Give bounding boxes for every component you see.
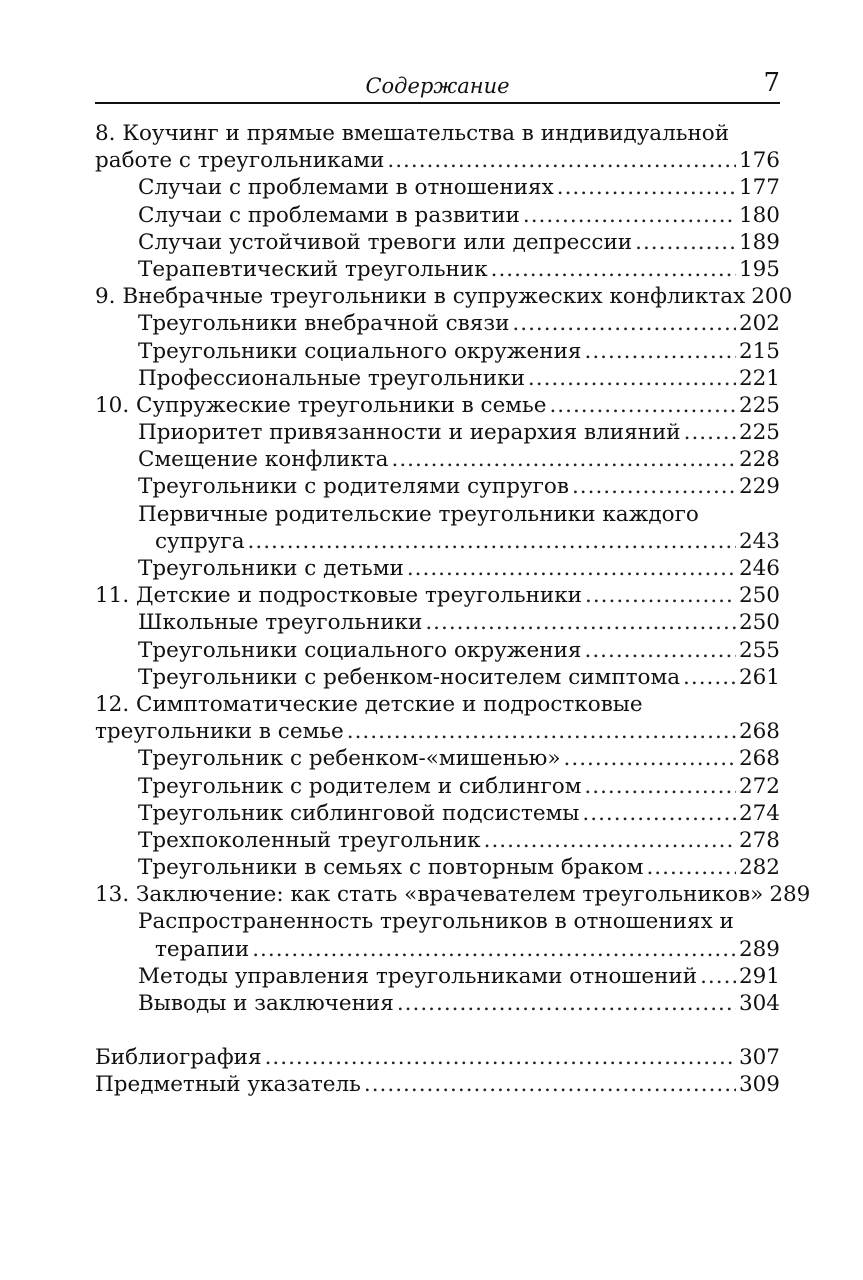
toc-entry — [95, 419, 780, 446]
toc-entry — [95, 555, 780, 582]
toc-entry — [95, 691, 780, 718]
toc-entry — [95, 1044, 780, 1071]
toc-entry-title: Случаи устойчивой тревоги или депрессии — [138, 229, 633, 255]
dot-leader — [347, 718, 736, 745]
running-title: Содержание — [365, 74, 510, 98]
dot-leader — [387, 147, 736, 174]
toc-entry — [95, 174, 780, 201]
dot-leader — [549, 392, 735, 419]
toc-entry — [95, 202, 780, 229]
toc-entry-page: 309 — [738, 1072, 780, 1098]
toc-entry-title: Первичные родительские треугольники каждого — [138, 501, 699, 527]
dot-leader — [528, 365, 736, 392]
toc-entry-page: 189 — [738, 229, 780, 255]
dot-leader — [646, 854, 736, 881]
toc-entry — [95, 501, 780, 528]
toc-entry-title: 13. Заключение: как стать «врачевателем треугольников» — [95, 882, 764, 908]
dot-leader — [584, 338, 735, 365]
toc-entry-title: Треугольник с родителем и сиблингом — [138, 773, 582, 799]
toc-entry-title: 12. Симптоматические детские и подростковые — [95, 691, 643, 717]
toc-entry-page: 176 — [738, 148, 780, 174]
toc-entry — [95, 283, 793, 310]
toc-entry-title: Трехпоколенный треугольник — [138, 827, 481, 853]
toc-entry-title: Треугольник сиблинговой подсистемы — [138, 800, 580, 826]
page-number: 7 — [763, 68, 780, 98]
toc-entry-title: 8. Коучинг и прямые вмешательства в индивидуальной — [95, 121, 730, 146]
toc-entry-title: Предметный указатель — [95, 1072, 361, 1098]
dot-leader — [407, 555, 736, 582]
toc-entry — [95, 908, 780, 935]
toc-entry-page: 289 — [738, 936, 780, 962]
toc-entry — [95, 1071, 780, 1098]
toc-entry — [95, 827, 780, 854]
toc-entry-title: Треугольники с ребенком-носителем симптома — [138, 664, 681, 690]
toc-entry-title: Распространенность треугольников в отношениях и — [138, 909, 734, 935]
toc-entry-page: 255 — [738, 637, 780, 663]
toc-entry — [95, 637, 780, 664]
toc-entry-title: Терапевтический треугольник — [138, 256, 488, 282]
toc-entry-title: работе с треугольниками — [95, 148, 385, 174]
toc-entry-page: 215 — [738, 338, 780, 364]
dot-leader — [248, 528, 736, 555]
toc-entry-title: Школьные треугольники — [138, 610, 423, 636]
dot-leader — [392, 446, 736, 473]
toc-entry-page: 246 — [738, 556, 780, 581]
dot-leader — [564, 745, 736, 772]
toc-entry-page: 274 — [738, 800, 780, 826]
toc-entry-page: 291 — [738, 963, 780, 989]
dot-leader — [252, 936, 736, 963]
toc-entry-title: Библиография — [95, 1045, 262, 1071]
toc-entry — [95, 745, 780, 772]
dot-leader — [635, 229, 736, 256]
toc-entry-page: 180 — [738, 202, 780, 228]
toc-entry-page: 268 — [738, 719, 780, 745]
dot-leader — [584, 637, 735, 664]
toc-entry-page: 278 — [738, 827, 780, 853]
toc-entry — [95, 147, 780, 174]
dot-leader — [484, 827, 736, 854]
toc-entry-title: Треугольники социального окружения — [138, 637, 582, 663]
dot-leader — [364, 1071, 736, 1098]
toc-entry-title: терапии — [155, 936, 250, 962]
toc-entry — [95, 120, 780, 147]
toc-entry — [95, 963, 780, 990]
toc-entry-page: 202 — [738, 311, 780, 337]
dot-leader — [584, 773, 736, 800]
toc-entry-page: 250 — [738, 583, 780, 609]
toc-entry-title: Выводы и заключения — [138, 991, 394, 1016]
toc-entry-page: 289 — [769, 882, 811, 908]
dot-leader — [491, 256, 736, 283]
toc-entry-page: 195 — [738, 256, 780, 282]
toc-entry — [95, 800, 780, 827]
dot-leader — [582, 800, 736, 827]
toc-entry — [95, 392, 780, 419]
toc-entry-title: супруга — [155, 528, 245, 554]
dot-leader — [523, 202, 736, 229]
dot-leader — [265, 1044, 736, 1071]
toc-entry-page: 304 — [738, 991, 780, 1016]
toc-entry-title: Смещение конфликта — [138, 447, 389, 473]
toc-entry-page: 221 — [738, 365, 780, 391]
toc-entry-title: Профессиональные треугольники — [138, 365, 525, 391]
toc-entry-title: Треугольник с ребенком-«мишенью» — [138, 746, 561, 772]
page-header — [95, 66, 780, 104]
toc-entry — [95, 582, 780, 609]
toc-entry — [95, 664, 780, 691]
toc-entry — [95, 473, 780, 500]
toc-entry-title: Треугольники с детьми — [138, 556, 404, 581]
dot-leader — [397, 990, 736, 1017]
dot-leader — [557, 174, 736, 201]
toc-entry-page: 268 — [738, 746, 780, 772]
dot-leader — [585, 582, 736, 609]
toc-entry — [95, 936, 780, 963]
toc-entry — [95, 365, 780, 392]
toc-entry — [95, 773, 780, 800]
toc-entry-page: 228 — [738, 447, 780, 473]
toc-entry — [95, 338, 780, 365]
toc-entry-page: 243 — [738, 528, 780, 554]
toc-entry-page: 225 — [738, 420, 780, 446]
toc-entry-page: 307 — [738, 1045, 780, 1071]
toc-entry-title: Треугольники с родителями супругов — [138, 474, 569, 500]
dot-leader — [572, 473, 736, 500]
toc-entry-title: Треугольники в семьях с повторным браком — [138, 855, 644, 881]
toc-entry-title: Случаи с проблемами в развитии — [138, 202, 520, 228]
toc-entry — [95, 718, 780, 745]
dot-leader — [684, 419, 736, 446]
toc-entry-page: 250 — [738, 610, 780, 636]
toc-entry-page: 177 — [738, 175, 780, 201]
toc-entry — [95, 310, 780, 337]
toc-entry-page: 272 — [738, 773, 780, 799]
toc-entry — [95, 881, 811, 908]
dot-leader — [425, 609, 736, 636]
toc-entry-page: 282 — [738, 855, 780, 881]
toc-entry-page: 229 — [738, 474, 780, 500]
toc-entry-page: 200 — [751, 284, 793, 310]
toc-entry — [95, 990, 780, 1017]
section-gap — [95, 1017, 780, 1044]
toc-entry-title: 9. Внебрачные треугольники в супружеских конфликтах — [95, 284, 746, 310]
toc-entry — [95, 528, 780, 555]
toc-entry-title: Случаи с проблемами в отношениях — [138, 175, 554, 201]
toc-entry-title: Приоритет привязанности и иерархия влияний — [138, 420, 681, 446]
toc-entry-title: 11. Детские и подростковые треугольники — [95, 583, 582, 609]
toc-entry-page: 225 — [738, 392, 780, 418]
toc-entry-title: Методы управления треугольниками отношений — [138, 963, 698, 989]
toc-entry-title: Треугольники социального окружения — [138, 338, 582, 364]
toc-entry — [95, 854, 780, 881]
dot-leader — [512, 310, 736, 337]
dot-leader — [700, 963, 736, 990]
table-of-contents — [95, 120, 811, 1099]
toc-entry-page: 261 — [738, 664, 780, 690]
toc-entry — [95, 446, 780, 473]
dot-leader — [683, 664, 736, 691]
toc-entry — [95, 256, 780, 283]
toc-entry — [95, 609, 780, 636]
toc-entry — [95, 229, 780, 256]
toc-entry-title: Треугольники внебрачной связи — [138, 311, 510, 337]
toc-entry-title: 10. Супружеские треугольники в семье — [95, 392, 547, 418]
toc-entry-title: треугольники в семье — [95, 719, 344, 745]
